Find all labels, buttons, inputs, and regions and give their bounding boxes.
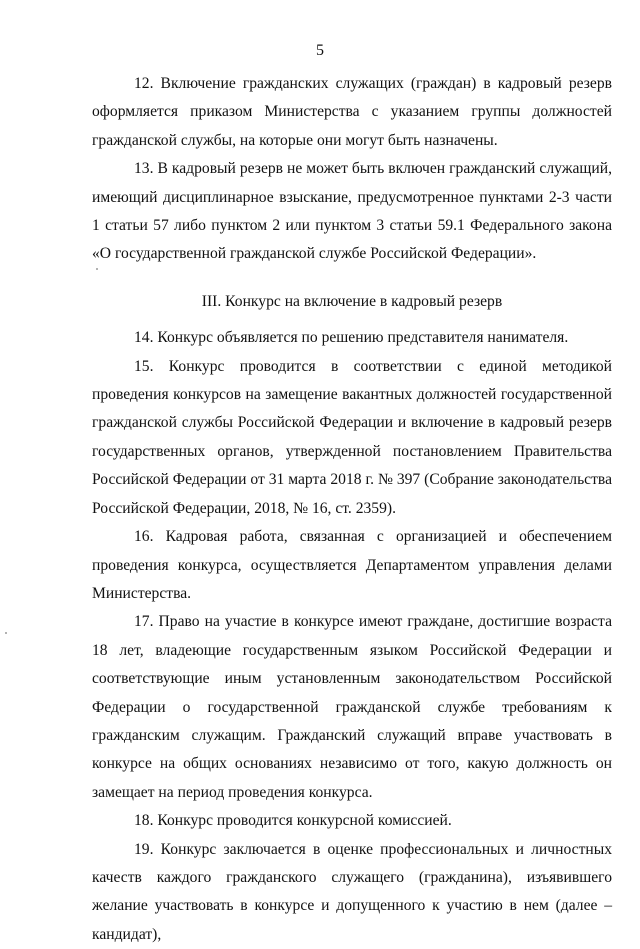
paragraph-12: 12. Включение гражданских служащих (граждан) в кадровый резерв оформляется приказом Министерства с указанием группы должностей гражданской службы, на которые они могут быть назначены. xyxy=(92,75,612,149)
paragraph-18: 18. Конкурс проводится конкурсной комиссией. xyxy=(134,812,452,830)
paragraph-17: 17. Право на участие в конкурсе имеют граждане, достигшие возраста 18 лет, владеющие государственным языком Российской Федерации и соответствующие иным установленным законодательством Российской Федерации о государственной гражданской службе требованиям к гражданским служащим. Гражданский служащий вправе участвовать в конкурсе на общих основаниях независимо от того, какую должность он замещает на период проведения конкурса. xyxy=(92,613,612,801)
paragraph-16: 16. Кадровая работа, связанная с организацией и обеспечением проведения конкурса, осуществляется Департаментом управления делами Министерства. xyxy=(92,528,612,602)
scan-artifact-dot xyxy=(5,632,7,634)
scan-artifact-dot xyxy=(96,268,98,270)
paragraph-15: 15. Конкурс проводится в соответствии с единой методикой проведения конкурсов на замещение вакантных должностей государственной гражданской службы Российской Федерации и включение в кадровый резерв государственных органов, утвержденной постановлением Правительства Российской Федерации от 31 марта 2018 г. № 397 (Собрание законодательства Российской Федерации, 2018, № 16, ст. 2359). xyxy=(92,357,612,517)
paragraph-14: 14. Конкурс объявляется по решению представителя нанимателя. xyxy=(134,329,569,347)
page-number: 5 xyxy=(316,42,324,59)
section-heading: III. Конкурс на включение в кадровый резерв xyxy=(201,292,503,310)
document-body xyxy=(92,70,612,949)
paragraph-13: 13. В кадровый резерв не может быть включен гражданский служащий, имеющий дисциплинарное взыскание, предусмотренное пунктами 2-3 части 1 статьи 57 либо пунктом 2 или пунктом 3 статьи 59.1 Федерального закона «О государственной гражданской службе Российской Федерации». xyxy=(92,160,612,263)
paragraph-19: 19. Конкурс заключается в оценке профессиональных и личностных качеств каждого гражданского служащего (гражданина), изъявившего желание участвовать в конкурсе и допущенного к участию в нем (далее – кандидат), xyxy=(92,840,612,943)
